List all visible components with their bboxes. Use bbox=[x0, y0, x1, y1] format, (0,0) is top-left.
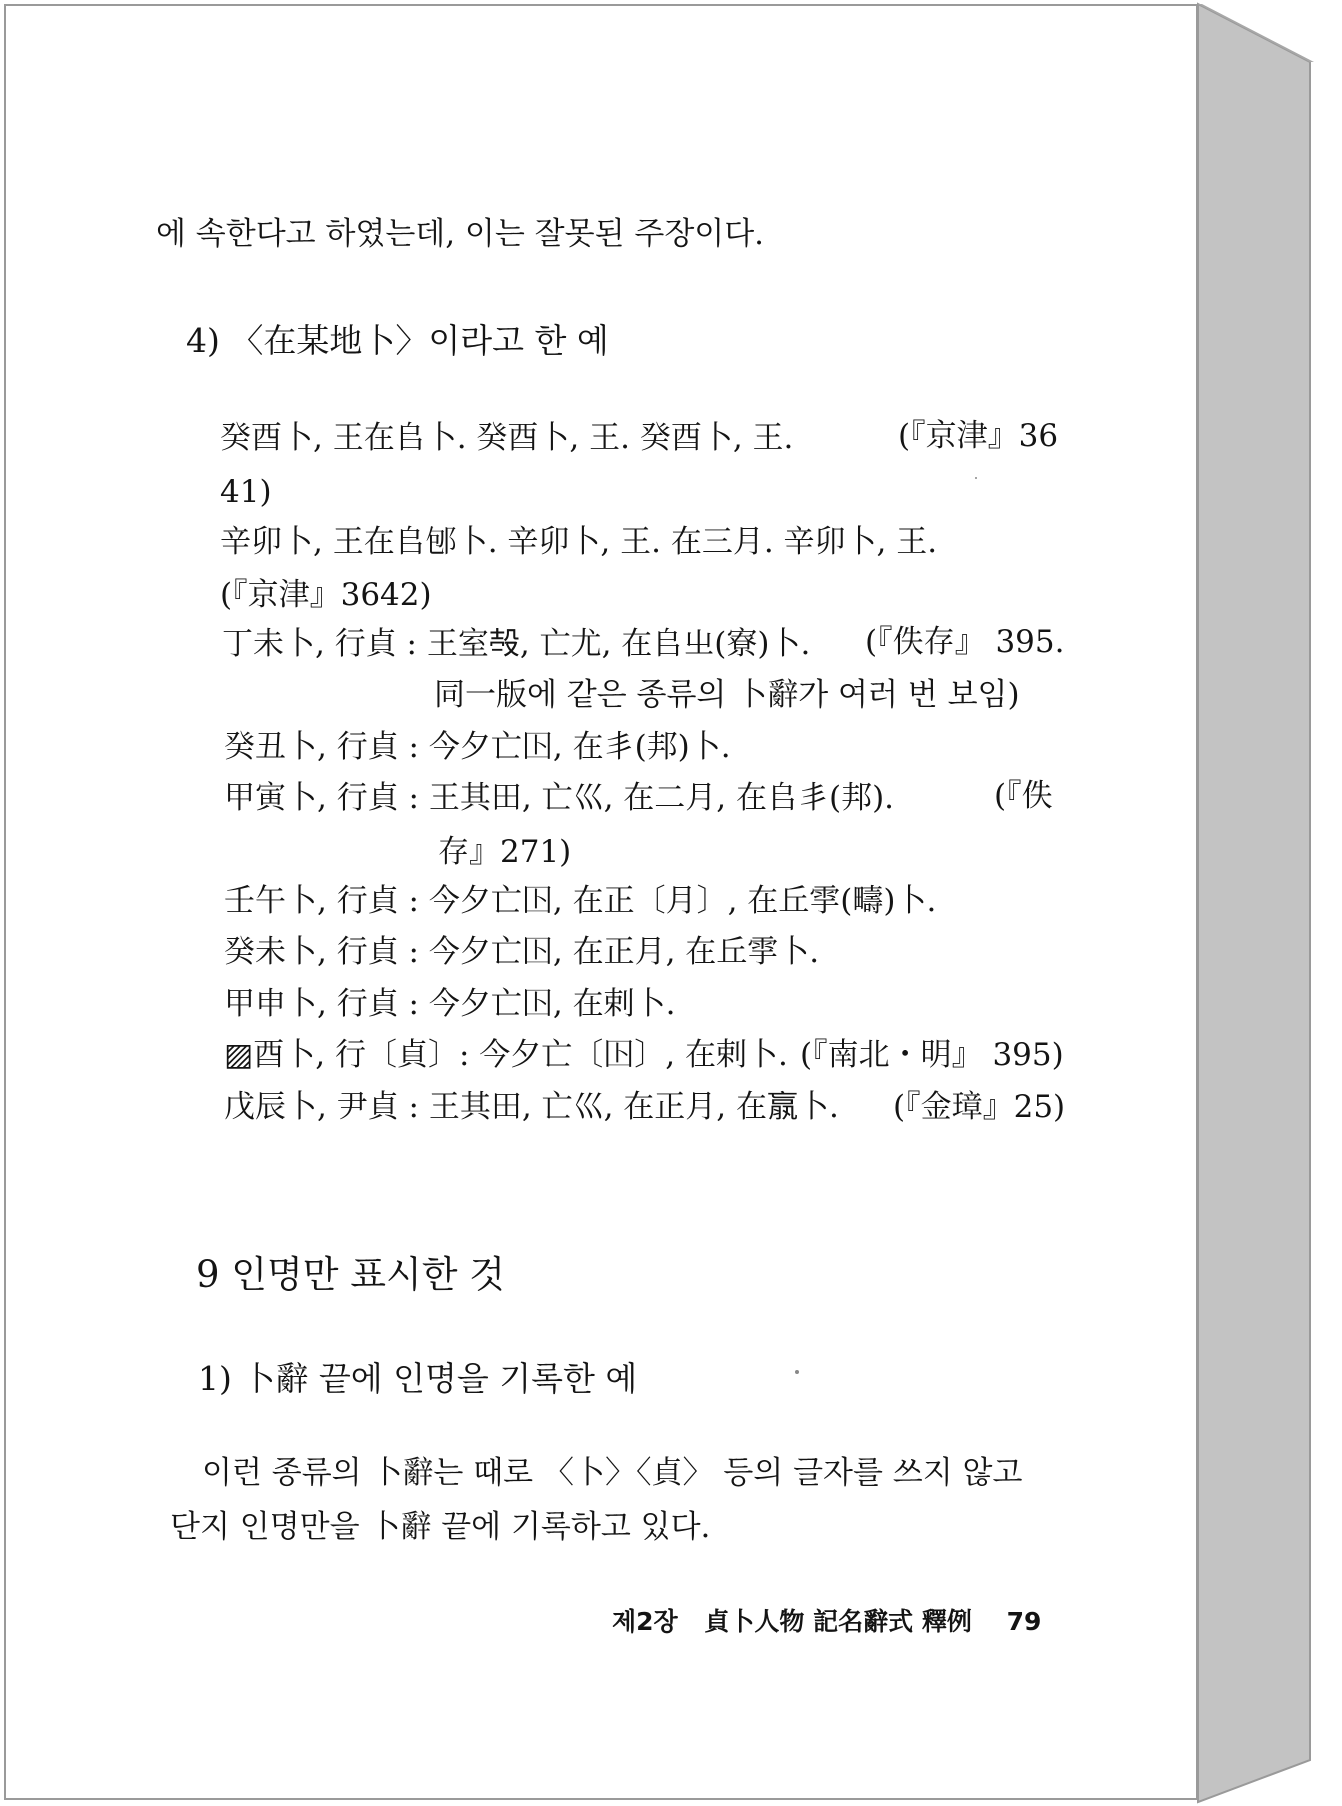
subsection-heading: 4) 〈在某地卜〉이라고 한 예 bbox=[186, 321, 609, 360]
example-reference: (『金璋』25) bbox=[893, 1089, 1066, 1125]
page-number: 79 bbox=[1006, 1607, 1042, 1636]
example-reference-continued: (『京津』3642) bbox=[220, 577, 432, 613]
paragraph-line: 단지 인명만을 卜辭 끝에 기록하고 있다. bbox=[170, 1509, 711, 1545]
example-reference: (『佚存』 395. bbox=[865, 624, 1065, 660]
example-line: 辛卯卜, 王在𠂤𨚔卜. 辛卯卜, 王. 在三月. 辛卯卜, 王. bbox=[220, 524, 938, 560]
example-reference: (『佚 bbox=[994, 778, 1053, 814]
running-footer bbox=[612, 1609, 1041, 1634]
footer-chapter: 제2장 bbox=[612, 1607, 678, 1636]
example-line: 癸酉卜, 王在𠂤卜. 癸酉卜, 王. 癸酉卜, 王. bbox=[220, 420, 794, 456]
example-line: 戊辰卜, 尹貞 : 王其田, 亡巛, 在正月, 在𣎆卜. bbox=[224, 1089, 839, 1125]
example-line: 甲申卜, 行貞 : 今夕亡𡆥, 在剌卜. bbox=[224, 986, 676, 1022]
example-line: 甲寅卜, 行貞 : 王其田, 亡巛, 在二月, 在𠂤丯(邦). bbox=[224, 780, 895, 816]
footer-title: 貞卜人物 記名辭式 釋例 bbox=[704, 1607, 972, 1636]
example-reference-continued: 存』271) bbox=[438, 834, 572, 870]
example-line: 壬午卜, 行貞 : 今夕亡𡆥, 在正〔月〕, 在丘𩁹(疇)卜. bbox=[224, 883, 937, 919]
scan-speck bbox=[975, 477, 977, 479]
example-line: 癸丑卜, 行貞 : 今夕亡𡆥, 在丯(邦)卜. bbox=[224, 729, 731, 765]
example-line: 丁未卜, 行貞 : 王室𣪊, 亡尤, 在𠂤㞢(寮)卜. bbox=[222, 626, 811, 662]
section-heading: 9 인명만 표시한 것 bbox=[196, 1253, 506, 1296]
scan-speck bbox=[795, 1370, 799, 1374]
example-reference: (『南北・明』 395) bbox=[800, 1037, 1064, 1073]
paragraph-line: 이런 종류의 卜辭는 때로 〈卜〉〈貞〉 등의 글자를 쓰지 않고 bbox=[202, 1455, 1023, 1491]
example-line: ▨酉卜, 行〔貞〕: 今夕亡〔𡆥〕, 在剌卜. bbox=[224, 1037, 788, 1073]
intro-line: 에 속한다고 하였는데, 이는 잘못된 주장이다. bbox=[156, 216, 765, 252]
subsection-heading: 1) 卜辭 끝에 인명을 기록한 예 bbox=[198, 1359, 638, 1398]
example-line: 癸未卜, 行貞 : 今夕亡𡆥, 在正月, 在丘𩁹卜. bbox=[224, 934, 820, 970]
example-reference-continued: 41) bbox=[220, 474, 272, 510]
example-reference-continued: 同一版에 같은 종류의 卜辭가 여러 번 보임) bbox=[434, 677, 1020, 713]
example-reference: (『京津』36 bbox=[898, 418, 1059, 454]
